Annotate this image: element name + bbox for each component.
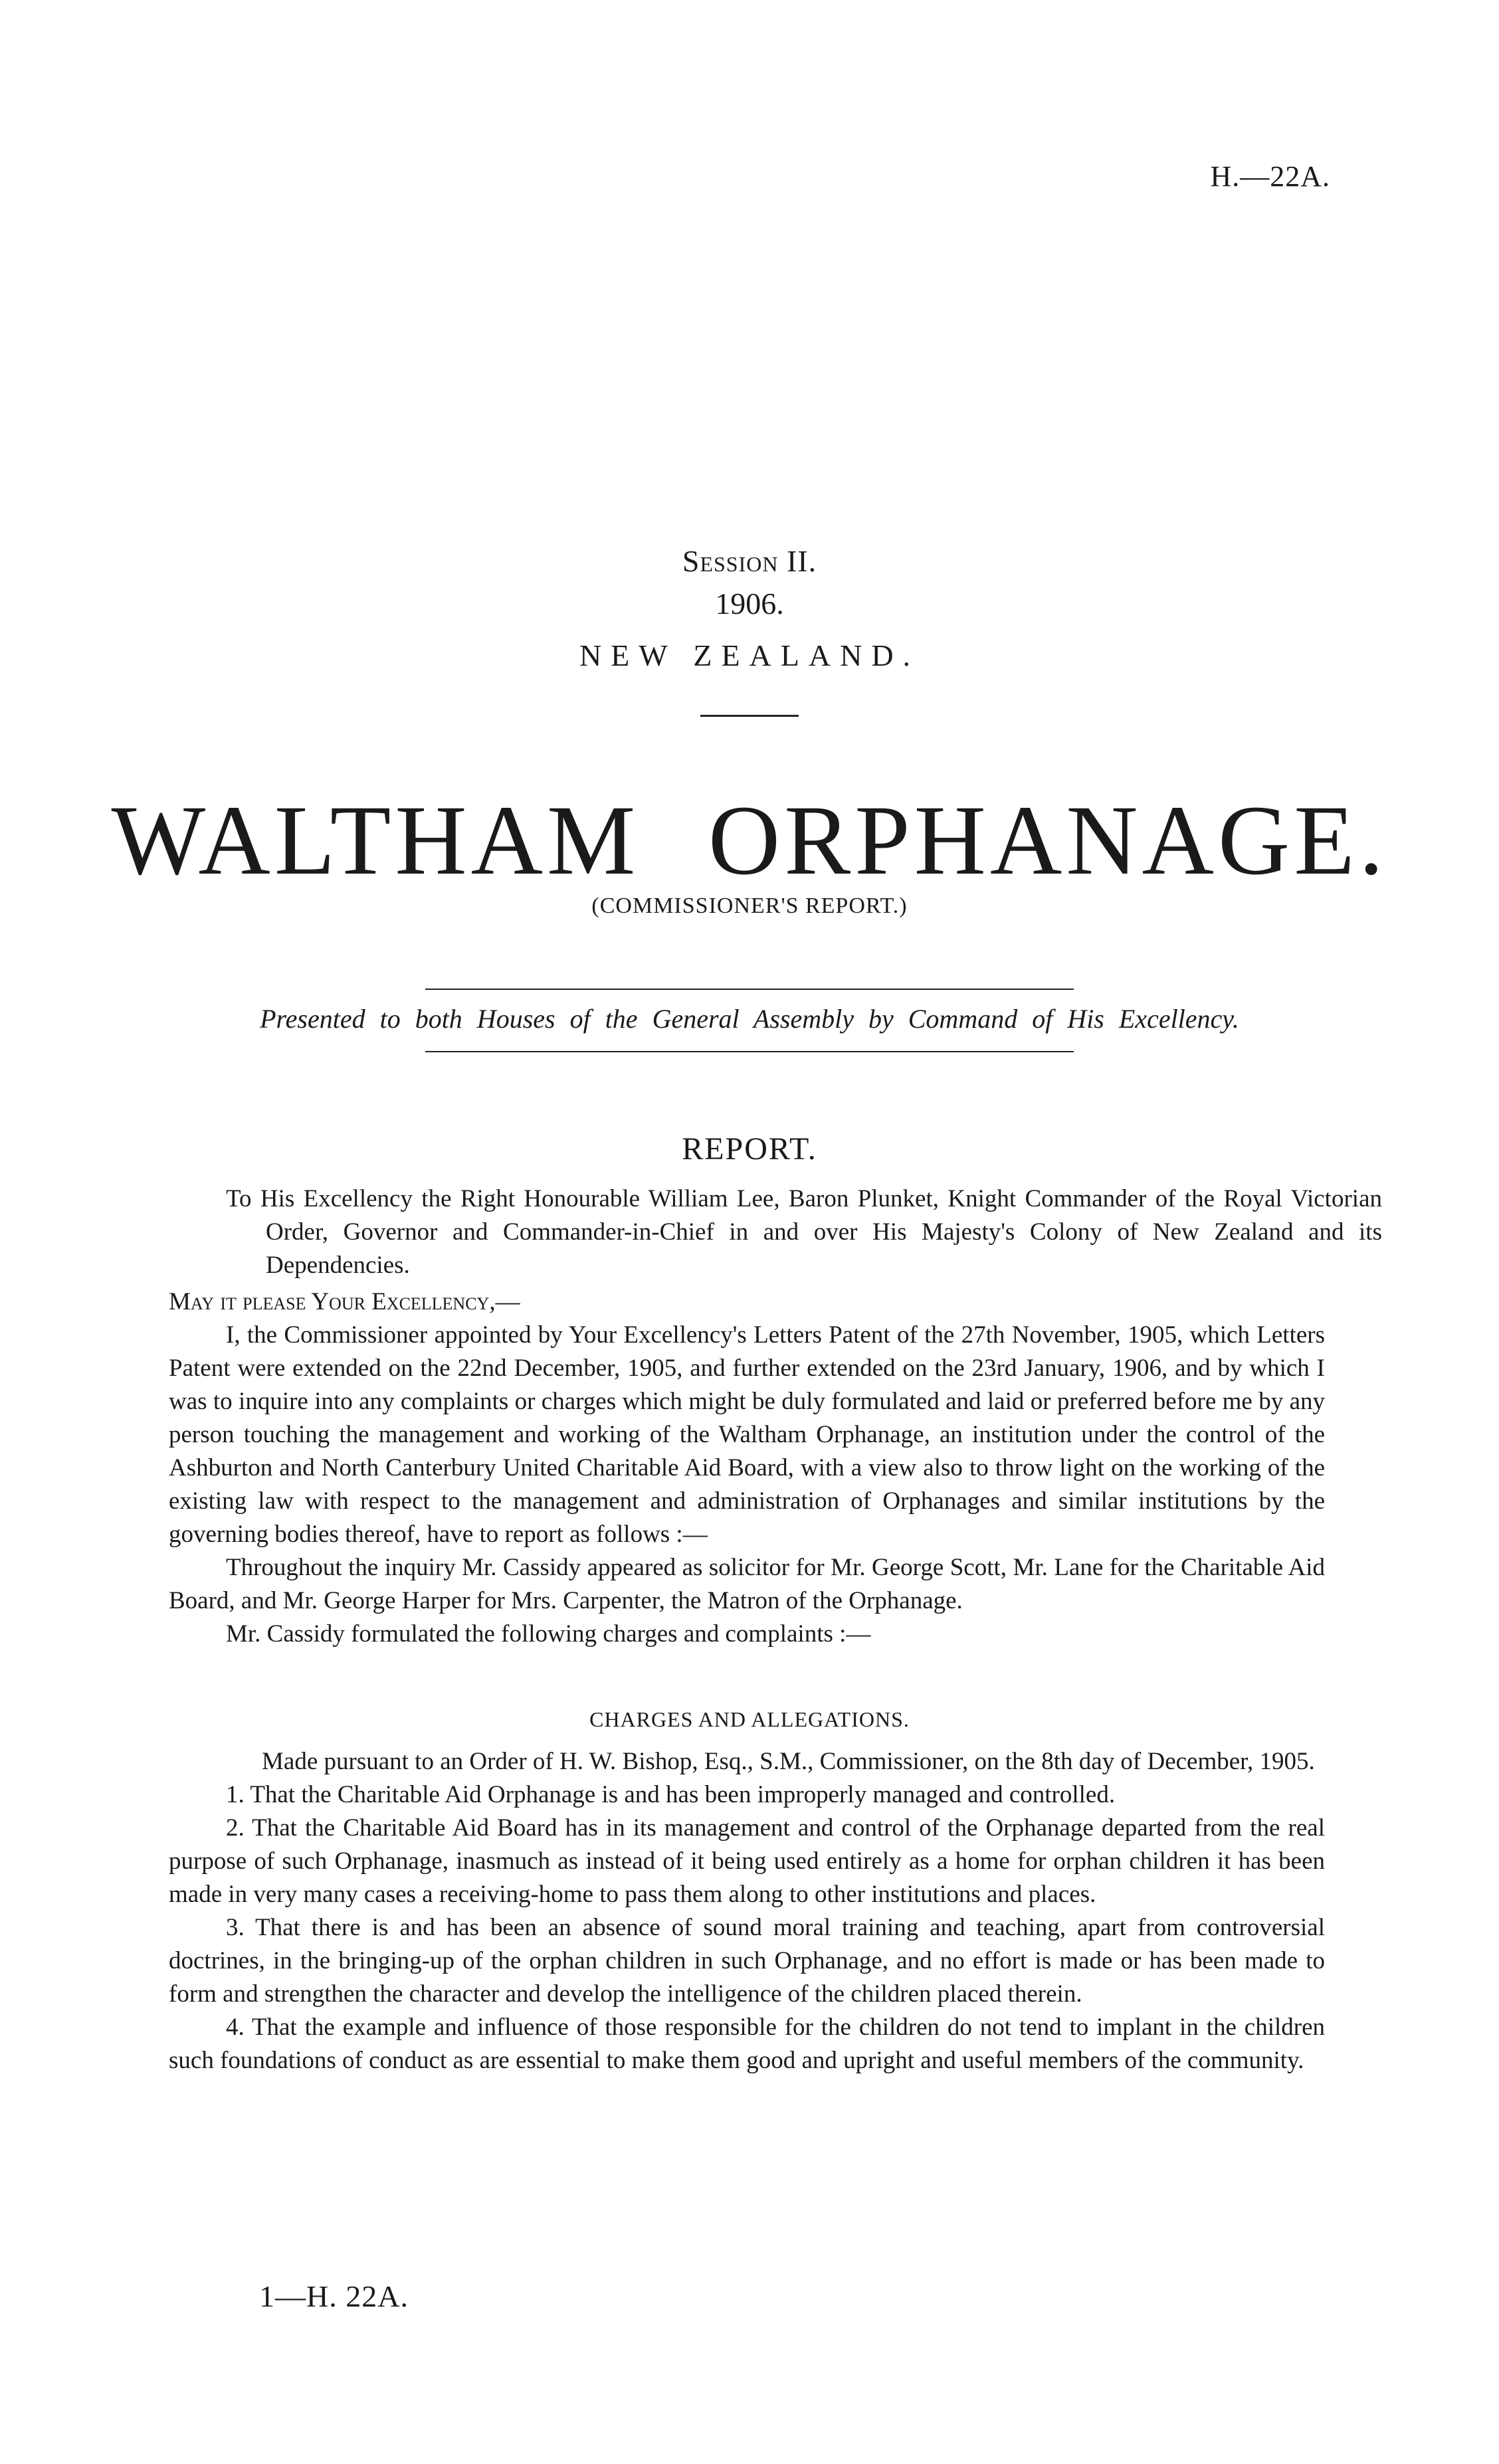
report-paragraph: Mr. Cassidy formulated the following charges and complaints :— [226, 1620, 871, 1648]
address-block [169, 1183, 1382, 1282]
session-text: Session II. [682, 544, 817, 578]
presented-line: Presented to both Houses of the General Assembly by Command of His Excellency. [260, 1004, 1239, 1034]
document-reference: H.—22A. [1210, 160, 1330, 193]
page-signature: 1—H. 22A. [259, 2279, 409, 2313]
charges-list [169, 1745, 1325, 2077]
divider-short [700, 715, 799, 717]
charge-item: 3. That there is and has been an absence of sound moral training and teaching, apart from controversial doctrines, in the bringing-up of the orphan children in such Orphanage, and no effort is made or has been made to form and strengthen the character and develop the intelligence of the children placed therein. [169, 1914, 1325, 2008]
report-body [169, 1319, 1325, 1651]
year-label: 1906. [715, 587, 784, 620]
charge-item: 4. That the example and influence of those responsible for the children do not tend to implant in the children such foundations of conduct as are essential to make them good and upright and useful members of the community. [169, 2014, 1325, 2074]
charges-heading: CHARGES AND ALLEGATIONS. [589, 1707, 910, 1731]
salutation: May it please Your Excellency,— [169, 1288, 520, 1315]
report-paragraph: I, the Commissioner appointed by Your Excellency's Letters Patent of the 27th November, 1905, which Letters Patent were extended on the 22nd December, 1905, and further extended on the 23rd January, 1906, and by which I was to inquire into any complaints or charges which might be duly formulated and laid or preferred before me by any person touching the management and working of the Waltham Orphanage, an institution under the control of the Ashburton and North Canterbury United Charitable Aid Board, with a view also to throw light on the working of the existing law with respect to the management and administration of Orphanages and similar institutions by the governing bodies thereof, have to report as follows :— [169, 1321, 1325, 1548]
divider-bottom [425, 1051, 1074, 1052]
session-label [0, 543, 1499, 579]
report-heading: REPORT. [682, 1131, 817, 1167]
charges-pursuant: Made pursuant to an Order of H. W. Bishop, Esq., S.M., Commissioner, on the 8th day of December, 1905. [262, 1748, 1315, 1775]
document-title: WALTHAM ORPHANAGE. [111, 785, 1388, 896]
divider-top [425, 989, 1074, 990]
charge-item: 2. That the Charitable Aid Board has in its management and control of the Orphanage departed from the real purpose of such Orphanage, inasmuch as instead of it being used entirely as a home for orphan children it has been made in very many cases a receiving-home to pass them along to other institutions and places. [169, 1814, 1325, 1908]
address-text: To His Excellency the Right Honourable William Lee, Baron Plunket, Knight Commander of the Royal Victorian Order, Governor and Commander-in-Chief in and over His Majesty's Colony of New Zealand and its Dependencies. [226, 1185, 1382, 1279]
report-paragraph: Throughout the inquiry Mr. Cassidy appeared as solicitor for Mr. George Scott, Mr. Lane for the Charitable Aid Board, and Mr. George Harper for Mrs. Carpenter, the Matron of the Orphanage. [169, 1554, 1325, 1614]
country-label: NEW ZEALAND. [579, 638, 920, 672]
charge-item: 1. That the Charitable Aid Orphanage is and has been improperly managed and controlled. [226, 1781, 1116, 1808]
document-subtitle: (COMMISSIONER'S REPORT.) [591, 894, 908, 918]
